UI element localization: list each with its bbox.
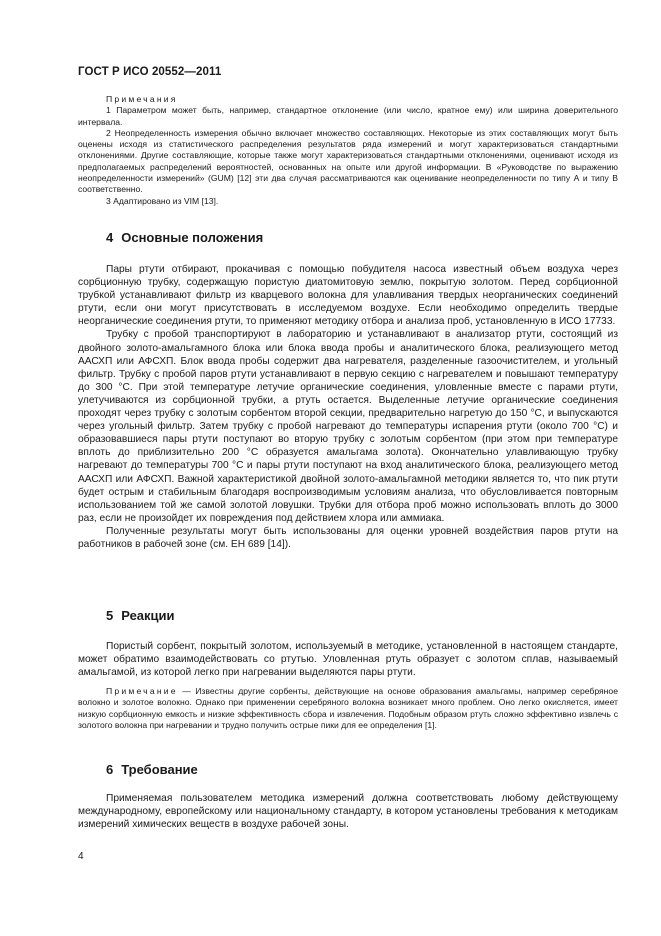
document-header: ГОСТ Р ИСО 20552—2011	[78, 66, 222, 78]
note-item: 1 Параметром может быть, например, стандартное отклонение (или число, кратное ему) или ширина доверительного интервала.	[78, 105, 618, 127]
paragraph: Применяемая пользователем методика измерений должна соответствовать любому действующему международному, европейскому или национальному стандарту, в котором установлены требования к методикам измерений химических веществ в воздухе рабочей зоны.	[78, 793, 618, 831]
section-6-heading	[106, 762, 198, 777]
note-text: — Известны другие сорбенты, действующие на основе образования амальгамы, например серебряное волокно и золотое волокно. Однако при применении серебряного волокна возникает много проблем. Оно легко окисляется, имеет низкую сорбционную емкость и низкие эффективность сбора и извлечения. Подобным образом ртуть сложно эффективно извлечь с золотого волокна при нагревании и трудно получить острые пики для ее определения [1].	[78, 686, 618, 730]
section-number: 5	[106, 608, 114, 623]
paragraph: Пары ртути отбирают, прокачивая с помощью побудителя насоса известный объем воздуха через сорбционную трубку, содержащую пористую диатомитовую землю, покрытую золотом. Перед сорбционной трубкой устанавливают фильтр из кварцевого волокна для улавливания твердых неорганических соединений ртути, если они могут присутствовать в исследуемом воздухе. Если необходимо определить твердые неорганические соединения ртути, то применяют методику отбора и анализа проб, установленную в ИСО 17733.	[78, 264, 618, 328]
section-title: Основные положения	[121, 230, 264, 245]
notes-title: Примечания	[106, 94, 178, 104]
section-4-heading	[106, 230, 263, 245]
note-item: 3 Адаптировано из VIM [13].	[106, 195, 219, 206]
notes-block	[78, 94, 618, 207]
section-title: Реакции	[121, 608, 175, 623]
page-number: 4	[78, 851, 84, 862]
section-number: 4	[106, 230, 114, 245]
section-title: Требование	[121, 762, 198, 777]
paragraph: Полученные результаты могут быть использованы для оценки уровней воздействия паров ртути на работников в рабочей зоне (см. ЕН 689 [14]).	[78, 525, 618, 550]
section-5-note	[78, 686, 618, 731]
note-label: Примечание	[106, 686, 178, 696]
section-5-body	[78, 640, 618, 679]
paragraph: Трубку с пробой транспортируют в лабораторию и устанавливают в анализатор ртути, состоящий из двойного золото-амальгамного блока или блока ввода пробы и аналитического блока, реализующего метод ААСХП или АФСХП. Блок ввода пробы содержит два нагревателя, разделенные газоочистителем, и угольный фильтр. Трубку с пробой паров ртути устанавливают в первую секцию с нагревателем и повышают температуру до 300 °С. При этой температуре летучие органические соединения, уловленные вместе с парами ртути, улетучиваются из сорбционной трубки, а ртуть остается. Выделенные летучие органические соединения проходят через трубку с золотым сорбентом второй секции, предварительно нагретую до 150 °С, и выпускаются через угольный фильтр. Затем трубку с пробой нагревают до температуры испарения ртути (около 700 °С) и образовавшиеся пары ртути поступают во вторую трубку с золотым сорбентом (при этом при температуре вплоть до приблизительно 200 °С образуется амальгама золота). Окончательно улавливающую трубку нагревают до температуры 700 °С и пары ртути поступают на вход аналитического блока, реализующего метод ААСХП или АФСХП. Важной характеристикой двойной золото-амальгамной методики является то, что пик ртути будет острым и стабильным благодаря воспроизводимым условиям анализа, что обусловливается повторным использованием той же самой золотой ловушки. Трубки для отбора проб можно использовать вплоть до 3000 раз, если не произойдет их повреждения под действием хлора или аммиака.	[78, 329, 618, 524]
section-number: 6	[106, 762, 114, 777]
section-6-body	[78, 792, 618, 831]
paragraph: Пористый сорбент, покрытый золотом, используемый в методике, установленной в настоящем стандарте, может обратимо взаимодействовать со ртутью. Уловленная ртуть образует с золотом сплав, называемый амальгамой, из которой легко при нагревании выделяются пары ртути.	[78, 641, 618, 679]
note-item: 2 Неопределенность измерения обычно включает множество составляющих. Некоторые из этих составляющих могут быть оценены исходя из статистического распределения результатов ряда измерений и могут характеризоваться стандартными отклонениями. Другие составляющие, которые также могут характеризоваться стандартными отклонениями, оценивают исходя из предполагаемых распределений вероятностей, основанных на опыте или другой информации. В «Руководстве по выражению неопределенности измерений» (GUM) [12] эти два случая рассматриваются как оценивание неопределенности по типу А и типу В соответственно.	[78, 127, 618, 195]
section-4-body	[78, 263, 618, 551]
section-5-heading	[106, 608, 175, 623]
